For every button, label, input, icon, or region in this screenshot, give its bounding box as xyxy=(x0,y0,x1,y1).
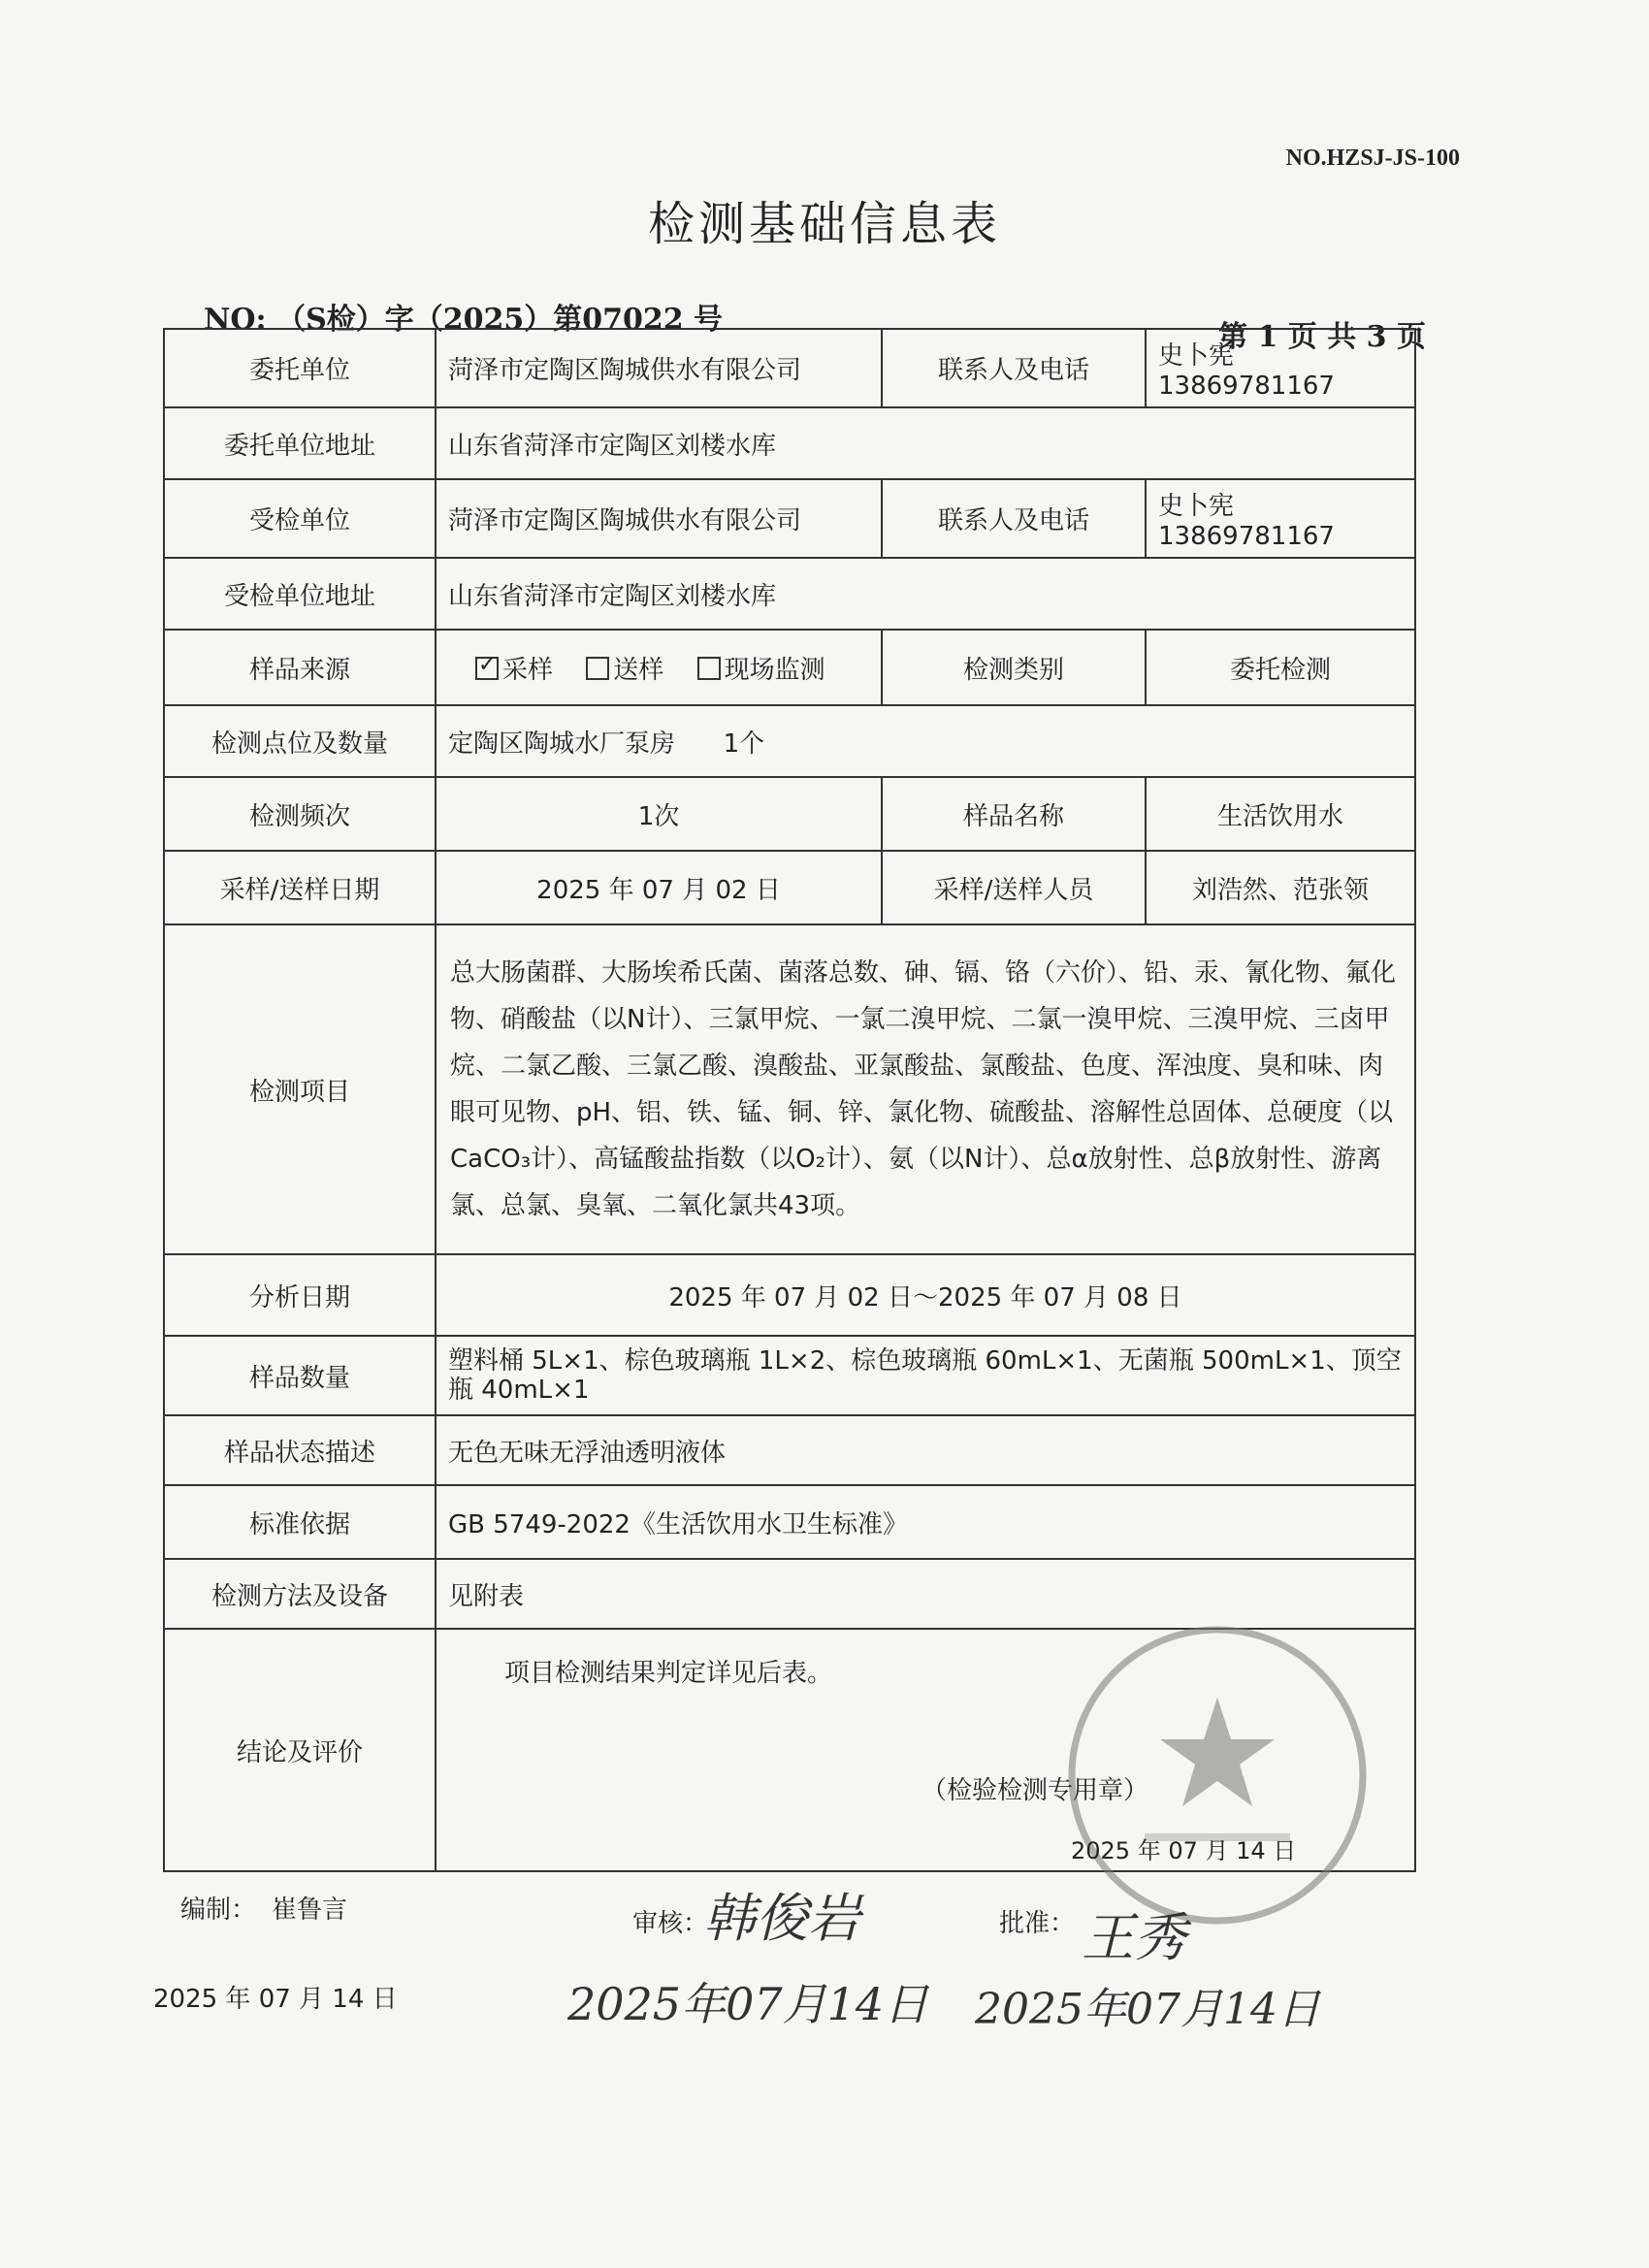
sampler-value: 刘浩然、范张领 xyxy=(1146,851,1415,924)
stamp-label: （检验检测专用章） xyxy=(922,1776,1149,1805)
table-row xyxy=(164,558,1415,630)
contact-label: 联系人及电话 xyxy=(882,479,1146,558)
table-row xyxy=(164,1254,1415,1336)
source-label: 样品来源 xyxy=(164,630,436,705)
sampling-date-label: 采样/送样日期 xyxy=(164,851,436,924)
compiler-date: 2025 年 07 月 14 日 xyxy=(153,1985,398,2014)
method-value: 见附表 xyxy=(436,1559,1415,1629)
source-option-delivery xyxy=(586,650,663,686)
sampler-label: 采样/送样人员 xyxy=(882,851,1146,924)
table-row xyxy=(164,851,1415,924)
conclusion-value: 项目检测结果判定详见后表。 xyxy=(504,1659,833,1688)
state-value: 无色无味无浮油透明液体 xyxy=(436,1415,1415,1485)
reviewer-signature: 韩俊岩 xyxy=(703,1888,860,1949)
inspected-value: 菏泽市定陶区陶城供水有限公司 xyxy=(436,479,882,558)
client-address-value: 山东省菏泽市定陶区刘楼水库 xyxy=(436,407,1415,479)
frequency-label: 检测频次 xyxy=(164,777,436,851)
approver-signature: 王秀 xyxy=(1082,1907,1186,1968)
inspected-address-value: 山东省菏泽市定陶区刘楼水库 xyxy=(436,558,1415,630)
analysis-date-label: 分析日期 xyxy=(164,1254,436,1336)
sample-name-label: 样品名称 xyxy=(882,777,1146,851)
checked-box-icon xyxy=(475,657,499,680)
option-label: 现场监测 xyxy=(724,655,825,685)
report-number: NO: （S检）字（2025）第07022 号 xyxy=(204,303,724,337)
inspected-address-label: 受检单位地址 xyxy=(164,558,436,630)
table-row xyxy=(164,407,1415,479)
table-row xyxy=(164,1336,1415,1415)
frequency-value: 1次 xyxy=(436,777,882,851)
table-row xyxy=(164,777,1415,851)
standard-value: GB 5749-2022《生活饮用水卫生标准》 xyxy=(436,1485,1415,1559)
approver-label: 批准： xyxy=(999,1909,1076,1938)
sample-name-value: 生活饮用水 xyxy=(1146,777,1415,851)
conclusion-label: 结论及评价 xyxy=(164,1629,436,1871)
client-label: 委托单位 xyxy=(164,329,436,407)
compiler-label: 编制： xyxy=(180,1895,257,1925)
client-value: 菏泽市定陶区陶城供水有限公司 xyxy=(436,329,882,407)
source-option-onsite xyxy=(697,650,825,686)
compiler-name: 崔鲁言 xyxy=(272,1895,348,1925)
state-label: 样品状态描述 xyxy=(164,1415,436,1485)
option-label: 采样 xyxy=(502,655,554,685)
category-value: 委托检测 xyxy=(1146,630,1415,705)
items-label: 检测项目 xyxy=(164,924,436,1254)
items-value: 总大肠菌群、大肠埃希氏菌、菌落总数、砷、镉、铬（六价）、铅、汞、氰化物、氟化物、硝酸盐（以N计）、三氯甲烷、一氯二溴甲烷、二氯一溴甲烷、三溴甲烷、三卤甲烷、二氯乙酸、三氯乙酸、溴酸盐、亚氯酸盐、氯酸盐、色度、浑浊度、臭和味、肉眼可见物、pH、铝、铁、锰、铜、锌、氯化物、硫酸盐、溶解性总固体、总硬度（以CaCO₃计）、高锰酸盐指数（以O₂计）、氨（以N计）、总α放射性、总β放射性、游离氯、总氯、臭氧、二氧化氯共43项。 xyxy=(436,924,1415,1254)
contact-value: 史卜宪 13869781167 xyxy=(1146,479,1415,558)
contact-value: 史卜宪 13869781167 xyxy=(1146,329,1415,407)
source-options xyxy=(436,630,882,705)
table-row xyxy=(164,479,1415,558)
table-row xyxy=(164,1415,1415,1485)
client-address-label: 委托单位地址 xyxy=(164,407,436,479)
standard-label: 标准依据 xyxy=(164,1485,436,1559)
points-value: 定陶区陶城水厂泵房 1个 xyxy=(436,705,1415,777)
inspected-label: 受检单位 xyxy=(164,479,436,558)
quantity-value: 塑料桶 5L×1、棕色玻璃瓶 1L×2、棕色玻璃瓶 60mL×1、无菌瓶 500mL×1、顶空瓶 40mL×1 xyxy=(436,1336,1415,1415)
approver-date: 2025年07月14日 xyxy=(975,1985,1320,2034)
contact-label: 联系人及电话 xyxy=(882,329,1146,407)
reviewer-label: 审核： xyxy=(632,1909,709,1938)
sampling-date-value: 2025 年 07 月 02 日 xyxy=(436,851,882,924)
reviewer-date: 2025年07月14日 xyxy=(567,1978,929,2030)
table-row xyxy=(164,705,1415,777)
document-title: 检测基础信息表 xyxy=(647,197,1001,251)
table-row xyxy=(164,329,1415,407)
category-label: 检测类别 xyxy=(882,630,1146,705)
checkbox-icon xyxy=(586,657,609,680)
form-number: NO.HZSJ-JS-100 xyxy=(1285,146,1460,171)
option-label: 送样 xyxy=(613,655,664,685)
quantity-label: 样品数量 xyxy=(164,1336,436,1415)
page-indicator: 第 1 页 共 3 页 xyxy=(1218,320,1426,354)
checkbox-icon xyxy=(697,657,721,680)
table-row xyxy=(164,924,1415,1254)
table-row xyxy=(164,630,1415,705)
stamp-date: 2025 年 07 月 14 日 xyxy=(1071,1837,1297,1864)
analysis-date-value: 2025 年 07 月 02 日～2025 年 07 月 08 日 xyxy=(436,1254,1415,1336)
points-label: 检测点位及数量 xyxy=(164,705,436,777)
source-option-sampling xyxy=(475,650,553,686)
method-label: 检测方法及设备 xyxy=(164,1559,436,1629)
table-row xyxy=(164,1485,1415,1559)
